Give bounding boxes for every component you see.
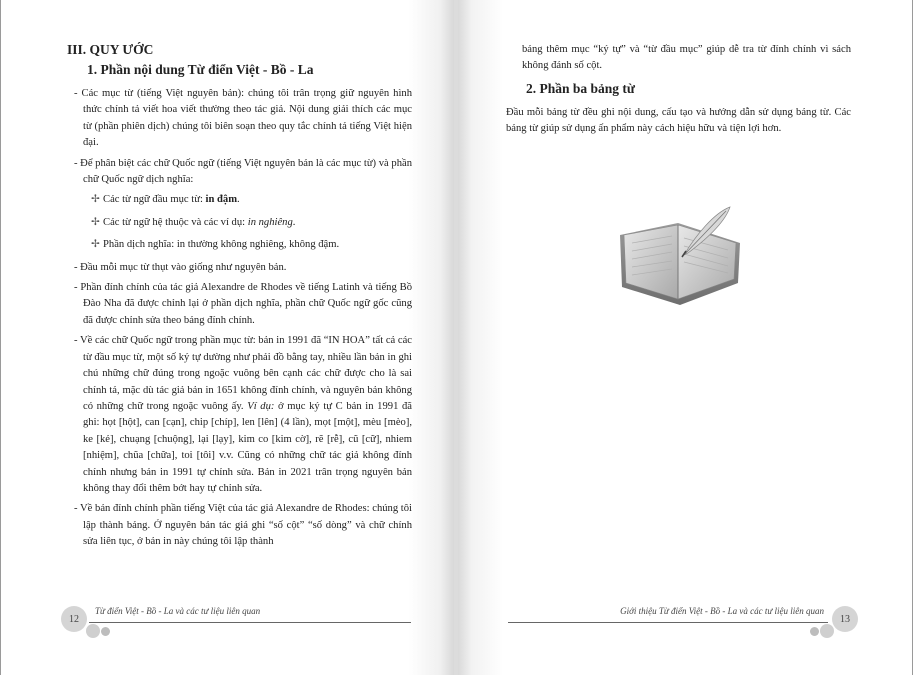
footer-decoration-icon <box>810 624 834 638</box>
running-footer-title: Giới thiệu Từ điển Việt - Bồ - La và các tư liệu liên quan <box>620 606 824 616</box>
right-page <box>458 0 913 675</box>
list-item: ✢ Các từ ngữ hệ thuộc và các ví dụ: in nghiêng. <box>91 215 412 231</box>
section-heading: III. QUY ƯỚC <box>67 42 154 57</box>
paragraph-errata: - Phần đính chính của tác giả Alexandre de Rhodes về tiếng Latinh và tiếng Bồ Đào Nha đã được chỉnh lại ở phần dịch nghĩa, phần chữ Quốc ngữ gốc cũng đã được chỉnh sửa theo bảng đính chính. <box>74 282 412 326</box>
open-book-quill-icon <box>618 205 748 310</box>
left-page-content <box>67 42 412 555</box>
plus-bullet-icon: ✢ <box>91 239 100 251</box>
footer-rule <box>508 622 828 623</box>
right-page-content <box>506 42 851 142</box>
page-number: 13 <box>832 606 858 632</box>
paragraph-word-tables: Đầu mỗi bảng từ đều ghi nội dung, cấu tạo và hướng dẫn sử dụng bảng từ. Các bảng từ giúp sử dụng ấn phẩm này cách hiệu hữu và tiện lợi hơn. <box>506 106 851 135</box>
paragraph-quoc-ngu: - Về các chữ Quốc ngữ trong phần mục từ: bản in 1991 đã “IN HOA” tất cả các từ đầu mục từ, một số ký tự dường như phải đồ bằng tay, nhiều lần bản in ghi chú những chữ đúng trong ngoặc vuông bên cạnh các chữ được cho là sai chính tả, mặc dù tác giả bản in 1651 không đính chính, và nguyên bản không có những chữ trong ngoặc vuông ấy. Ví dụ: ở mục ký tự C bản in 1991 đã ghi: họt [hột], can [cạn], chip [chíp], len [lên] (4 lần), mọt [một], mèu [mèo], ke [kẻ], chuạng [chuộng], lại [lạy], kim co [kim cờ], rẽ [rễ], cũ [cữ], nhiem [nhiệm], chũa [chữa], toi [tôi] v.v. Cũng có những chữ tác giả không đính chính nhưng bản in 1991 tự chỉnh sửa. Bản in 2021 trân trọng nguyên bản không thay đổi thêm bớt hay tự chỉnh sửa. <box>74 335 413 494</box>
plus-bullet-icon: ✢ <box>91 194 100 206</box>
list-item: ✢ Các từ ngữ đầu mục từ: in đậm. <box>91 192 412 208</box>
right-page-footer <box>498 602 858 632</box>
left-page-footer <box>61 602 421 632</box>
left-page <box>0 0 454 675</box>
footer-decoration-icon <box>86 624 110 638</box>
subsection-heading: 2. Phần ba bảng từ <box>526 80 636 96</box>
footer-rule <box>89 622 411 623</box>
paragraph-indent: - Đầu mỗi mục từ thụt vào giống như nguyên bản. <box>74 261 287 273</box>
paragraph-errata-table: - Về bản đính chính phần tiếng Việt của tác giả Alexandre de Rhodes: chúng tôi lập thành bảng. Ở nguyên bản tác giả ghi “số cột” “số dòng” và chữ chính sửa liên tục, ở bản in này chúng tôi lập thành <box>74 503 412 548</box>
paragraph-distinguish: - Để phân biệt các chữ Quốc ngữ (tiếng Việt nguyên bản là các mục từ) và phần chữ Quốc ngữ dịch nghĩa: <box>74 157 412 186</box>
plus-bullet-icon: ✢ <box>91 216 100 228</box>
subsection-heading: 1. Phần nội dung Từ điển Việt - Bồ - La <box>87 62 314 77</box>
paragraph-continuation: bảng thêm mục “ký tự” và “từ đầu mục” giúp dễ tra từ đính chính vì sách không đánh số cột. <box>522 44 851 72</box>
list-item: ✢ Phần dịch nghĩa: in thường không nghiêng, không đậm. <box>91 237 412 253</box>
running-footer-title: Từ điển Việt - Bồ - La và các tư liệu liên quan <box>95 606 261 616</box>
paragraph-headwords: - Các mục từ (tiếng Việt nguyên bản): chúng tôi trân trọng giữ nguyên hình thức chính tả viết hoa viết thường theo tác giả. Nội dung giải thích các mục từ (phần phiên dịch) chúng tôi biên soạn theo quy tắc chính tả tiếng Việt hiện đại. <box>74 88 412 149</box>
page-number: 12 <box>61 606 87 632</box>
